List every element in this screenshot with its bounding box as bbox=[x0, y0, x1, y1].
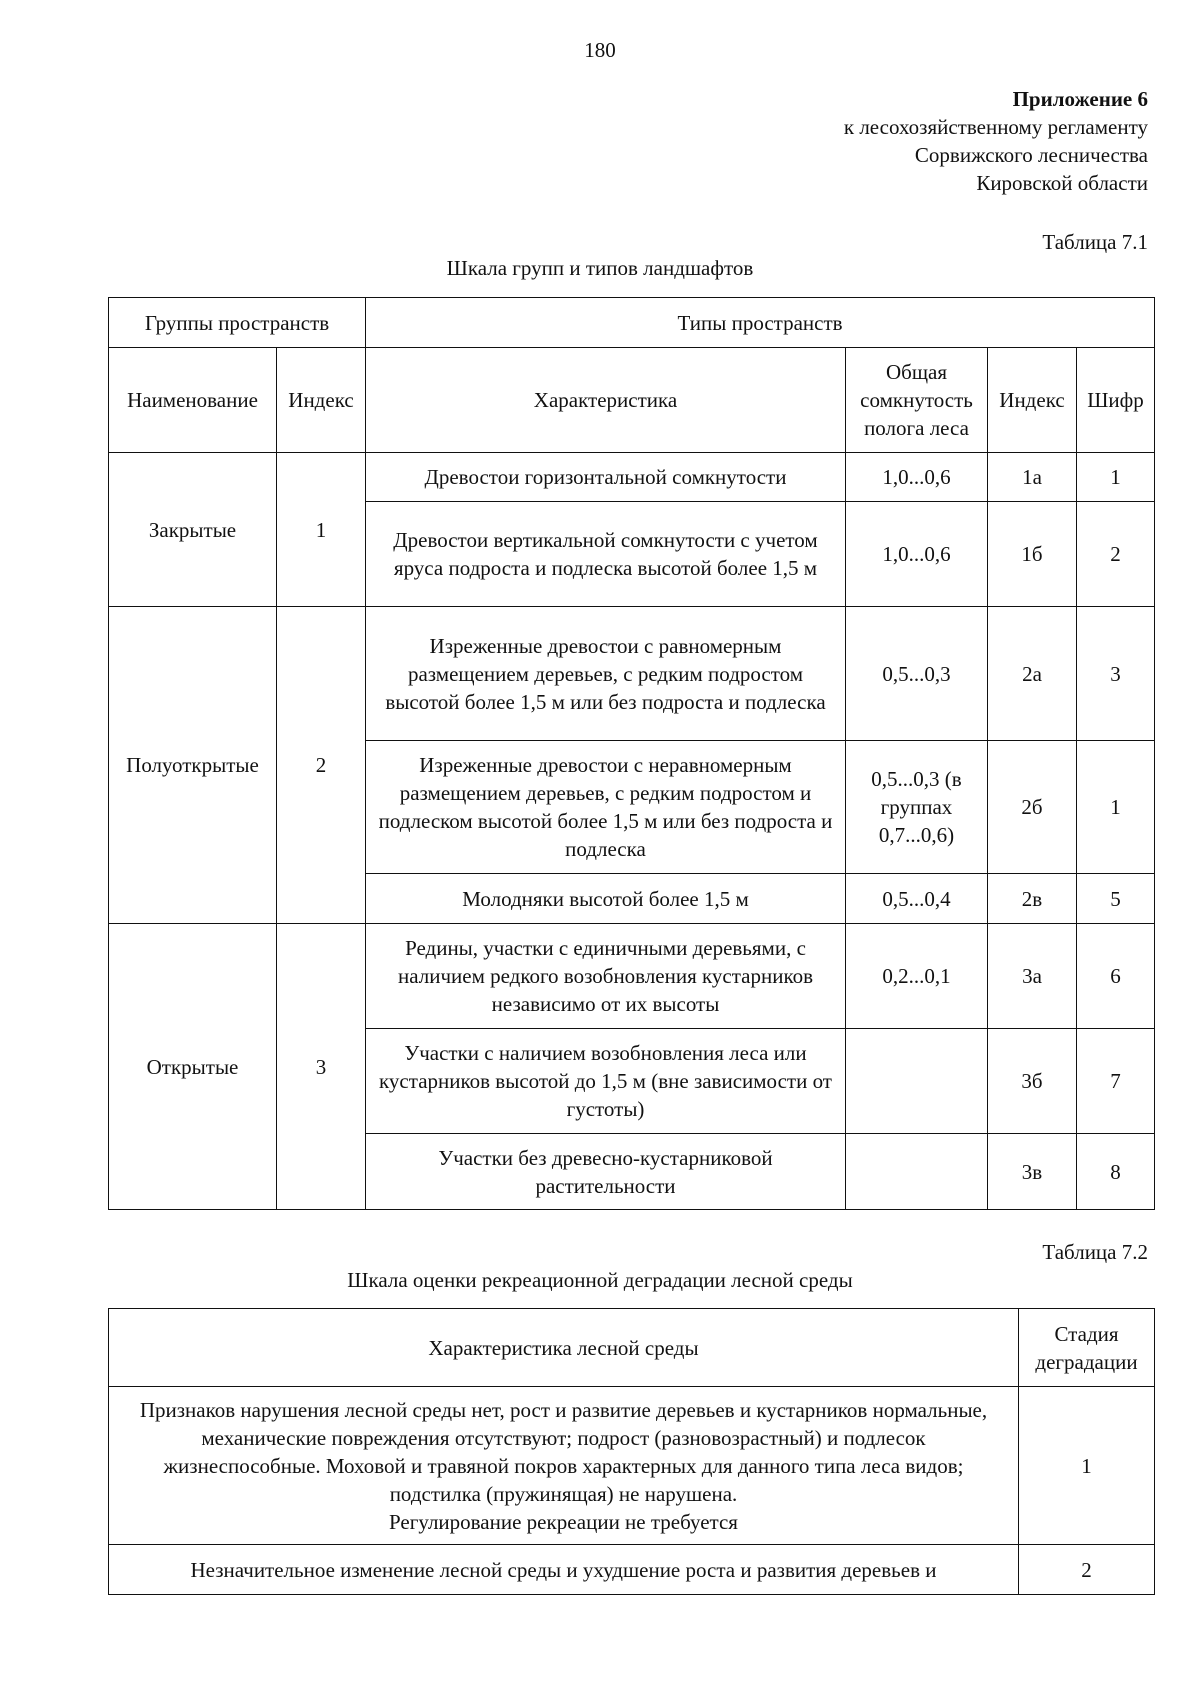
stage-value: 2 bbox=[1019, 1545, 1155, 1595]
type-index: 3в bbox=[988, 1134, 1077, 1210]
col-code: Шифр bbox=[1077, 348, 1155, 453]
stage-value: 1 bbox=[1019, 1387, 1155, 1545]
type-density: 0,5...0,3 (в группах 0,7...0,6) bbox=[846, 741, 988, 874]
group-name: Открытые bbox=[109, 924, 277, 1210]
type-code: 8 bbox=[1077, 1134, 1155, 1210]
col-index: Индекс bbox=[277, 348, 366, 453]
type-density: 1,0...0,6 bbox=[846, 453, 988, 502]
type-index: 2в bbox=[988, 874, 1077, 924]
col-forest-char: Характеристика лесной среды bbox=[109, 1309, 1019, 1387]
group-header: Группы пространств bbox=[109, 298, 366, 348]
type-char: Древостои вертикальной сомкнутости с учетом яруса подроста и подлеска высотой более 1,5 м bbox=[366, 502, 846, 607]
type-density: 0,5...0,3 bbox=[846, 607, 988, 741]
type-code: 1 bbox=[1077, 741, 1155, 874]
landscape-table bbox=[108, 297, 1155, 1210]
col-density: Общая сомкнутость полога леса bbox=[846, 348, 988, 453]
forest-char: Незначительное изменение лесной среды и ухудшение роста и развития деревьев и bbox=[109, 1545, 1019, 1595]
annex-title: Приложение 6 bbox=[1012, 87, 1148, 111]
type-char: Участки с наличием возобновления леса или кустарников высотой до 1,5 м (вне зависимости от густоты) bbox=[366, 1029, 846, 1134]
type-char: Изреженные древостои с неравномерным размещением деревьев, с редким подростом и подлеском высотой более 1,5 м или без подроста и подлеска bbox=[366, 741, 846, 874]
type-index: 2б bbox=[988, 741, 1077, 874]
group-index: 3 bbox=[277, 924, 366, 1210]
col-char: Характеристика bbox=[366, 348, 846, 453]
type-code: 7 bbox=[1077, 1029, 1155, 1134]
type-index: 3а bbox=[988, 924, 1077, 1029]
type-code: 2 bbox=[1077, 502, 1155, 607]
type-density: 0,5...0,4 bbox=[846, 874, 988, 924]
annex-header bbox=[844, 85, 1148, 197]
type-char: Изреженные древостои с равномерным размещением деревьев, с редким подростом высотой более 1,5 м или без подроста и подлеска bbox=[366, 607, 846, 741]
group-name: Полуоткрытые bbox=[109, 607, 277, 924]
type-index: 3б bbox=[988, 1029, 1077, 1134]
type-density: 1,0...0,6 bbox=[846, 502, 988, 607]
degradation-table bbox=[108, 1308, 1155, 1595]
annex-line: Сорвижского лесничества bbox=[914, 143, 1148, 167]
type-index: 2а bbox=[988, 607, 1077, 741]
page-number: 180 bbox=[584, 38, 616, 62]
col-stage: Стадия деградации bbox=[1019, 1309, 1155, 1387]
type-code: 1 bbox=[1077, 453, 1155, 502]
type-index: 1а bbox=[988, 453, 1077, 502]
type-char: Редины, участки с единичными деревьями, с наличием редкого возобновления кустарников независимо от их высоты bbox=[366, 924, 846, 1029]
type-header: Типы пространств bbox=[366, 298, 1155, 348]
col-type-index: Индекс bbox=[988, 348, 1077, 453]
table2-title: Шкала оценки рекреационной деградации лесной среды bbox=[347, 1268, 853, 1292]
table2-label: Таблица 7.2 bbox=[1042, 1240, 1148, 1264]
forest-char: Признаков нарушения лесной среды нет, рост и развитие деревьев и кустарников нормальные, механические повреждения отсутствуют; подрост (разновозрастный) и подлесок жизнеспособные. Моховой и травяной покров характерных для данного типа леса видов; подстилка (пружинящая) не нарушена. bbox=[139, 1397, 988, 1506]
type-char: Древостои горизонтальной сомкнутости bbox=[366, 453, 846, 502]
annex-line: к лесохозяйственному регламенту bbox=[843, 115, 1148, 139]
table-row bbox=[109, 1387, 1019, 1545]
table1-label: Таблица 7.1 bbox=[1042, 230, 1148, 254]
type-code: 3 bbox=[1077, 607, 1155, 741]
type-density bbox=[846, 1134, 988, 1210]
type-char: Молодняки высотой более 1,5 м bbox=[366, 874, 846, 924]
type-density: 0,2...0,1 bbox=[846, 924, 988, 1029]
type-code: 6 bbox=[1077, 924, 1155, 1029]
group-index: 1 bbox=[277, 453, 366, 607]
type-density bbox=[846, 1029, 988, 1134]
type-char: Участки без древесно-кустарниковой растительности bbox=[366, 1134, 846, 1210]
annex-line: Кировской области bbox=[976, 171, 1148, 195]
group-name: Закрытые bbox=[109, 453, 277, 607]
group-index: 2 bbox=[277, 607, 366, 924]
type-code: 5 bbox=[1077, 874, 1155, 924]
table1-title: Шкала групп и типов ландшафтов bbox=[446, 256, 754, 280]
type-index: 1б bbox=[988, 502, 1077, 607]
col-name: Наименование bbox=[109, 348, 277, 453]
forest-note: Регулирование рекреации не требуется bbox=[389, 1509, 738, 1534]
